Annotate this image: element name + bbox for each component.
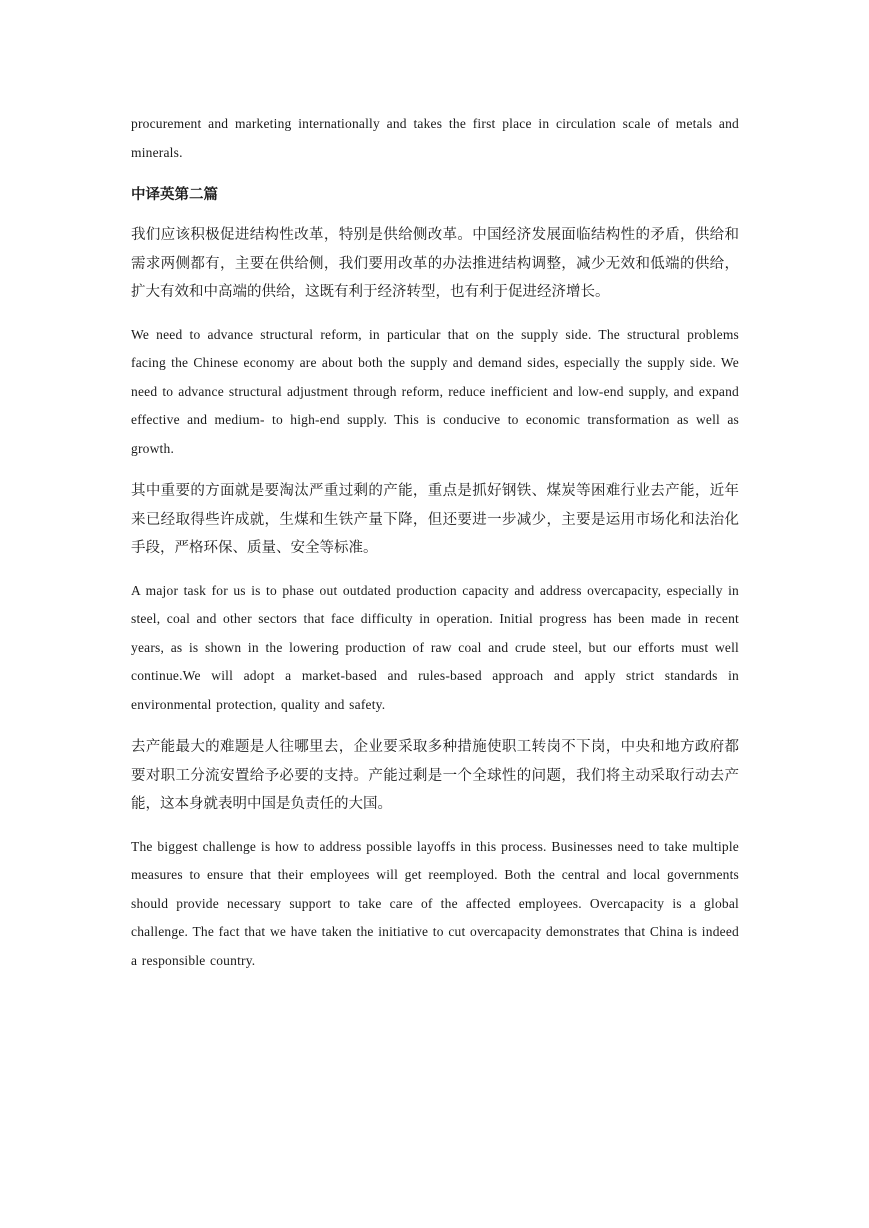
paragraph-en-3: The biggest challenge is how to address possible layoffs in this process. Businesses need to take multiple measures to ensure that their employees will get reemployed. Both the central and local governments should provide necessary support to take care of the affected employees. Overcapacity is a global challenge. The fact that we have taken the initiative to cut overcapacity demonstrates that China is indeed a responsible country. — [131, 838, 739, 968]
section-heading: 中译英第二篇 — [131, 187, 218, 203]
paragraph-zh-3: 去产能最大的难题是人往哪里去，企业要采取多种措施使职工转岗不下岗，中央和地方政府都要对职工分流安置给予必要的支持。产能过剩是一个全球性的问题，我们将主动采取行动去产能，这本身就表明中国是负责任的大国。 — [131, 739, 739, 812]
paragraph-zh-2: 其中重要的方面就是要淘汰严重过剩的产能，重点是抓好钢铁、煤炭等困难行业去产能，近年来已经取得些许成就，生煤和生铁产量下降，但还要进一步减少，主要是运用市场化和法治化手段，严格环保、质量、安全等标准。 — [131, 483, 739, 556]
document-page — [131, 110, 739, 989]
paragraph-en-1: We need to advance structural reform, in particular that on the supply side. The structural problems facing the Chinese economy are about both the supply and demand sides, especially the supply side. We need to advance structural adjustment through reform, reduce inefficient and low-end supply, and expand effective and medium- to high-end supply. This is conducive to economic transformation as well as growth. — [131, 326, 739, 456]
paragraph-en-2: A major task for us is to phase out outdated production capacity and address overcapacity, especially in steel, coal and other sectors that face difficulty in operation. Initial progress has been made in recent years, as is shown in the lowering production of raw coal and crude steel, but our efforts must well continue.We will adopt a market-based and rules-based approach and apply strict standards in environmental protection, quality and safety. — [131, 582, 739, 712]
paragraph-en-continued: procurement and marketing internationally and takes the first place in circulation scale of metals and minerals. — [131, 116, 739, 160]
paragraph-zh-1: 我们应该积极促进结构性改革，特别是供给侧改革。中国经济发展面临结构性的矛盾，供给和需求两侧都有，主要在供给侧，我们要用改革的办法推进结构调整，减少无效和低端的供给，扩大有效和中高端的供给，这既有利于经济转型，也有利于促进经济增长。 — [131, 227, 739, 300]
